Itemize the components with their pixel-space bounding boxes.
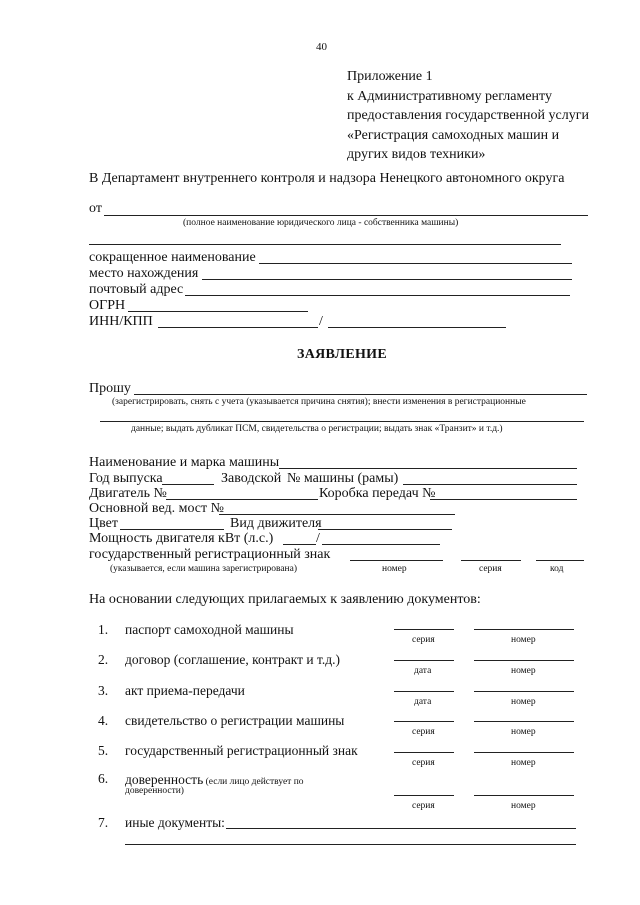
doc-label-note: доверенности) xyxy=(125,786,184,796)
inn-separator: / xyxy=(319,314,323,329)
gearbox-label: Коробка передач № xyxy=(319,486,436,501)
appendix-line: «Регистрация самоходных машин и xyxy=(347,127,560,143)
plate-code-caption: код xyxy=(550,564,564,574)
doc-field-1[interactable] xyxy=(394,795,454,796)
doc-field-1[interactable] xyxy=(394,629,454,630)
plate-hint: (указывается, если машина зарегистрирована) xyxy=(110,564,298,574)
doc-caption-2: номер xyxy=(511,727,536,737)
from-field-line2[interactable] xyxy=(89,244,561,245)
from-label: от xyxy=(89,201,102,216)
from-field[interactable] xyxy=(104,215,588,216)
request-field[interactable] xyxy=(134,394,587,395)
gearbox-field[interactable] xyxy=(430,499,577,500)
short-name-label: сокращенное наименование xyxy=(89,250,256,265)
doc-number: 5. xyxy=(98,743,109,758)
inn-field[interactable] xyxy=(158,327,318,328)
doc-number: 2. xyxy=(98,652,109,667)
year-label: Год выпуска xyxy=(89,471,163,486)
year-field[interactable] xyxy=(162,484,214,485)
request-hint: данные; выдать дубликат ПСМ, свидетельства о регистрации; выдать знак «Транзит» и т.д.) xyxy=(131,424,503,434)
appendix-line: предоставления государственной услуги xyxy=(347,108,589,123)
kpp-field[interactable] xyxy=(328,327,506,328)
docs-intro: На основании следующих прилагаемых к заявлению документов: xyxy=(89,592,481,607)
request-hint: (зарегистрировать, снять с учета (указывается причина снятия); внести изменения в регистрационные xyxy=(112,397,526,407)
request-field-line2[interactable] xyxy=(100,421,584,422)
other-docs-field-line2[interactable] xyxy=(125,844,576,845)
plate-code-field[interactable] xyxy=(536,560,584,561)
doc-label: доверенность xyxy=(125,772,204,787)
appendix-line: других видов техники» xyxy=(347,147,486,162)
ogrn-label: ОГРН xyxy=(89,298,126,313)
plate-number-field[interactable] xyxy=(350,560,443,561)
doc-caption-2: номер xyxy=(511,758,536,768)
doc-field-2[interactable] xyxy=(474,721,574,722)
machine-name-field[interactable] xyxy=(279,468,577,469)
factory-label: Заводской xyxy=(221,471,282,486)
doc-field-1[interactable] xyxy=(394,752,454,753)
from-hint: (полное наименование юридического лица - собственника машины) xyxy=(183,218,459,228)
axle-field[interactable] xyxy=(219,514,455,515)
doc-caption-1: серия xyxy=(412,801,435,811)
doc-field-2[interactable] xyxy=(474,660,574,661)
other-docs-label: иные документы: xyxy=(125,815,225,830)
doc-caption-1: серия xyxy=(412,635,435,645)
document-title: ЗАЯВЛЕНИЕ xyxy=(297,347,388,362)
axle-label: Основной вед. мост № xyxy=(89,501,224,516)
doc-caption-2: номер xyxy=(511,666,536,676)
doc-caption-1: дата xyxy=(414,697,432,707)
plate-series-field[interactable] xyxy=(461,560,521,561)
appendix-line: Приложение 1 xyxy=(347,69,433,84)
other-docs-field[interactable] xyxy=(226,828,576,829)
doc-label: акт приема-передачи xyxy=(125,683,245,698)
doc-field-1[interactable] xyxy=(394,691,454,692)
request-label: Прошу xyxy=(89,381,131,396)
ogrn-field[interactable] xyxy=(128,311,308,312)
factory-number-label: № машины (рамы) xyxy=(287,471,399,486)
doc-field-2[interactable] xyxy=(474,691,574,692)
doc-field-2[interactable] xyxy=(474,795,574,796)
mover-label: Вид движителя xyxy=(230,516,322,531)
doc-label: договор (соглашение, контракт и т.д.) xyxy=(125,652,341,667)
doc-label-note: (если лицо действует по xyxy=(203,777,304,787)
doc-field-1[interactable] xyxy=(394,721,454,722)
doc-label: паспорт самоходной машины xyxy=(125,622,294,637)
doc-label: свидетельство о регистрации машины xyxy=(125,713,345,728)
doc-caption-2: номер xyxy=(511,801,536,811)
doc-number: 4. xyxy=(98,713,109,728)
factory-number-field[interactable] xyxy=(403,484,577,485)
color-label: Цвет xyxy=(89,516,118,531)
doc-caption-1: серия xyxy=(412,727,435,737)
doc-caption-1: дата xyxy=(414,666,432,676)
doc-number: 6. xyxy=(98,771,109,786)
plate-label: государственный регистрационный знак xyxy=(89,547,331,562)
postal-label: почтовый адрес xyxy=(89,282,184,297)
appendix-block xyxy=(347,67,589,165)
power-separator: / xyxy=(316,531,320,546)
power-hp-field[interactable] xyxy=(322,544,440,545)
doc-label: государственный регистрационный знак xyxy=(125,743,358,758)
doc-caption-2: номер xyxy=(511,635,536,645)
engine-label: Двигатель № xyxy=(89,486,167,501)
plate-number-caption: номер xyxy=(382,564,407,574)
doc-field-2[interactable] xyxy=(474,752,574,753)
doc-number: 3. xyxy=(98,683,109,698)
machine-name-label: Наименование и марка машины xyxy=(89,455,280,470)
addressee: В Департамент внутреннего контроля и надзора Ненецкого автономного округа xyxy=(89,171,565,186)
location-field[interactable] xyxy=(202,279,572,280)
doc-number: 7. xyxy=(98,815,109,830)
power-label: Мощность двигателя кВт (л.с.) xyxy=(89,531,274,546)
doc-field-2[interactable] xyxy=(474,629,574,630)
engine-field[interactable] xyxy=(166,499,318,500)
color-field[interactable] xyxy=(120,529,224,530)
inn-label: ИНН/КПП xyxy=(89,314,153,329)
doc-caption-2: номер xyxy=(511,697,536,707)
location-label: место нахождения xyxy=(89,266,199,281)
mover-field[interactable] xyxy=(318,529,452,530)
plate-series-caption: серия xyxy=(479,564,502,574)
appendix-line: к Административному регламенту xyxy=(347,88,552,104)
page-number: 40 xyxy=(316,41,327,53)
short-name-field[interactable] xyxy=(259,263,572,264)
doc-caption-1: серия xyxy=(412,758,435,768)
postal-field[interactable] xyxy=(185,295,570,296)
power-kw-field[interactable] xyxy=(283,544,316,545)
doc-number: 1. xyxy=(98,622,109,637)
doc-field-1[interactable] xyxy=(394,660,454,661)
